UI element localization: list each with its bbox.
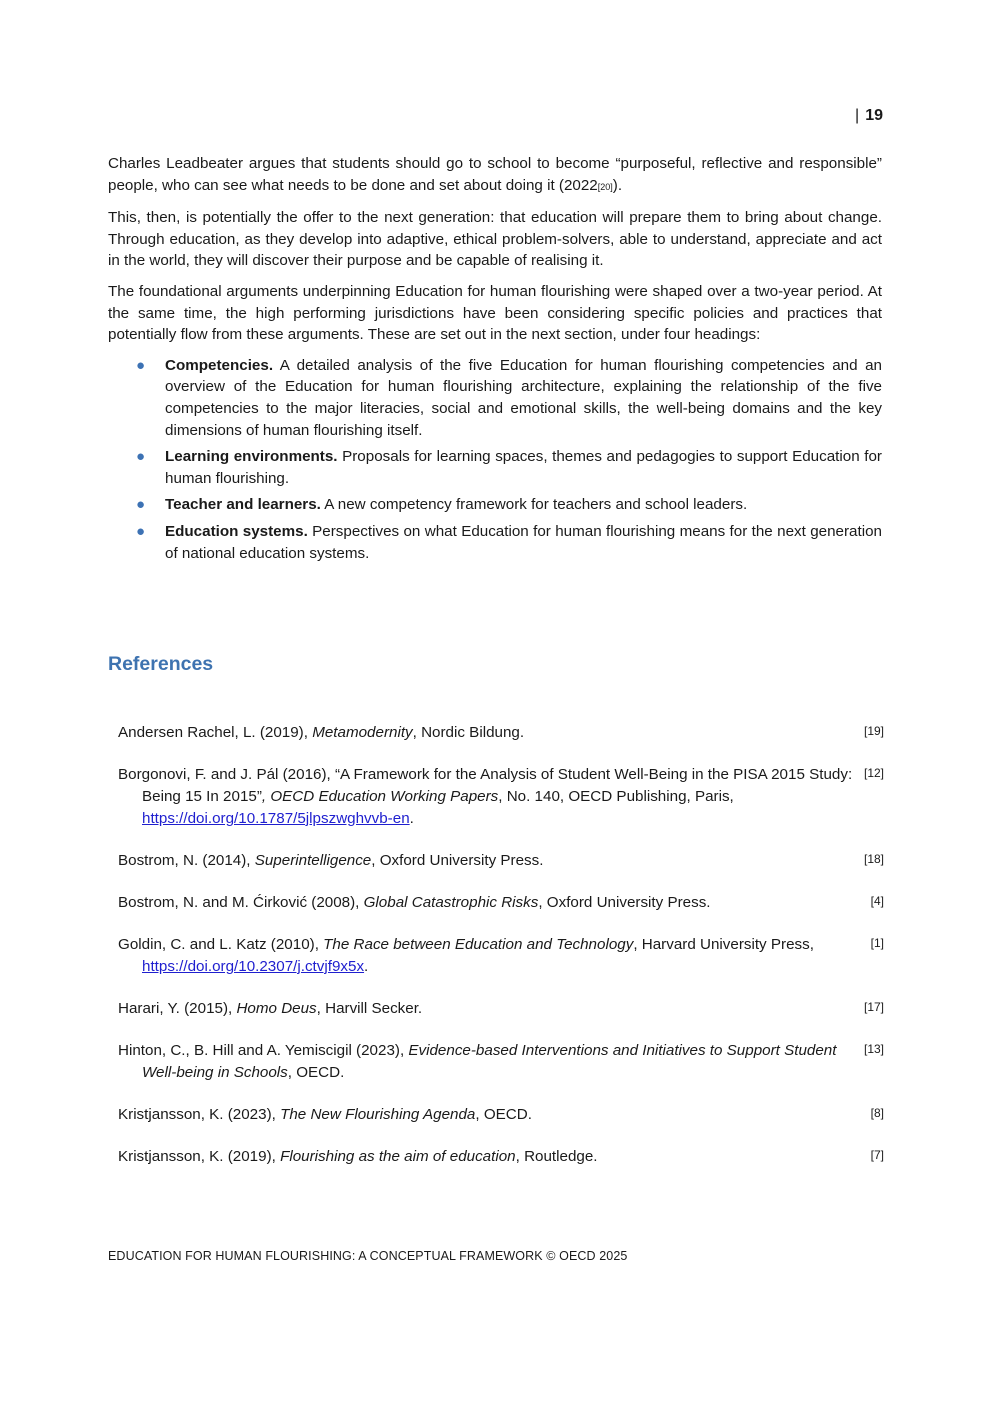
paragraph-1-text: Charles Leadbeater argues that students should go to school to become “purposeful, reflective and responsible” people, who can see what needs to be done and set about doing it (2022 [108, 155, 882, 194]
headings-list [108, 355, 882, 564]
paragraph-3: The foundational arguments underpinning Education for human flourishing were shaped over a two-year period. At the same time, the high performing jurisdictions have been considering specific policies and practices that potentially flow from these arguments. These are set out in the next section, under four headings: [108, 282, 882, 344]
list-item-title: Learning environments. [165, 448, 338, 466]
reference-number: [8] [870, 1106, 884, 1120]
reference-number: [19] [863, 724, 884, 738]
reference-item [118, 998, 884, 1020]
reference-authors: Bostrom, N. (2014), [118, 852, 255, 869]
reference-number: [17] [863, 1000, 884, 1014]
reference-authors: Harari, Y. (2015), [118, 1000, 237, 1017]
reference-publisher: , Harvard University Press, [633, 936, 814, 953]
references-list [118, 722, 884, 1188]
list-item [136, 494, 882, 516]
reference-text [118, 998, 858, 1020]
reference-text [118, 934, 858, 978]
reference-title: , OECD Education Working Papers [261, 788, 499, 805]
body-text [108, 153, 882, 569]
reference-text [118, 850, 858, 872]
citation-20[interactable]: [20] [597, 181, 613, 192]
list-item-title: Competencies. [165, 356, 274, 374]
list-item [136, 521, 882, 564]
bullet-icon: ● [136, 448, 146, 466]
list-item-text: A detailed analysis of the five Education for human flourishing competencies and an overview of the Education for human flourishing architecture, explaining the relationship of the five competencies to the major literacies, social and emotional skills, the well-being domains and the key dimensions of human flourishing itself. [165, 356, 882, 439]
reference-text [118, 892, 858, 914]
list-item [136, 355, 882, 441]
reference-title: Metamodernity [312, 724, 413, 741]
reference-number: [1] [870, 936, 884, 950]
reference-title: Global Catastrophic Risks [363, 894, 539, 911]
doi-link[interactable]: https://doi.org/10.2307/j.ctvjf9x5x [142, 958, 365, 975]
reference-number: [12] [863, 766, 884, 780]
reference-text [118, 1040, 858, 1084]
reference-authors: Andersen Rachel, L. (2019), [118, 724, 313, 741]
reference-text [118, 764, 858, 830]
list-item-title: Education systems. [165, 522, 308, 540]
reference-publisher: , Oxford University Press. [371, 852, 544, 869]
reference-item [118, 850, 884, 872]
list-item-text: A new competency framework for teachers and school leaders. [320, 496, 748, 514]
doi-link[interactable]: https://doi.org/10.1787/5jlpszwghvvb-en [142, 810, 410, 827]
reference-authors: Hinton, C., B. Hill and A. Yemiscigil (2023), [118, 1042, 409, 1059]
list-item-text: Perspectives on what Education for human flourishing means for the next generation of national education systems. [165, 522, 882, 562]
paragraph-1-end: ). [612, 176, 623, 194]
reference-item [118, 1040, 884, 1084]
reference-text [118, 722, 858, 744]
reference-authors: Goldin, C. and L. Katz (2010), [118, 936, 324, 953]
reference-item [118, 1104, 884, 1126]
reference-number: [13] [863, 1042, 884, 1056]
reference-authors: Bostrom, N. and M. Ćirković (2008), [118, 894, 364, 911]
reference-number: [4] [870, 894, 884, 908]
page-number: 19 [865, 107, 883, 124]
reference-title: The New Flourishing Agenda [280, 1106, 476, 1123]
reference-item [118, 934, 884, 978]
reference-authors: Kristjansson, K. (2019), [118, 1148, 281, 1165]
bullet-icon: ● [136, 522, 146, 540]
reference-publisher: , No. 140, OECD Publishing, Paris, [498, 788, 734, 805]
reference-number: [7] [870, 1148, 884, 1162]
reference-publisher: , OECD. [475, 1106, 532, 1123]
reference-publisher: , Nordic Bildung. [412, 724, 525, 741]
reference-item [118, 892, 884, 914]
reference-item [118, 1146, 884, 1168]
paragraph-1 [108, 153, 882, 198]
reference-end: . [364, 958, 369, 975]
reference-title: Superintelligence [254, 852, 372, 869]
reference-authors: Kristjansson, K. (2023), [118, 1106, 281, 1123]
reference-item [118, 722, 884, 744]
header-separator: | [855, 107, 860, 124]
reference-text [118, 1104, 858, 1126]
page-header [855, 106, 883, 126]
reference-authors: Borgonovi, F. and J. Pál (2016), “A Framework for the Analysis of Student Well-Being in the PISA 2015 Study: Being 15 In 2015” [118, 766, 853, 805]
reference-text [118, 1146, 858, 1168]
reference-publisher: , Harvill Secker. [316, 1000, 423, 1017]
reference-publisher: , Oxford University Press. [538, 894, 711, 911]
reference-title: Homo Deus [236, 1000, 317, 1017]
reference-publisher: , Routledge. [515, 1148, 598, 1165]
bullet-icon: ● [136, 356, 146, 374]
list-item-title: Teacher and learners. [165, 496, 321, 514]
reference-end: . [409, 810, 414, 827]
reference-title: Flourishing as the aim of education [280, 1148, 516, 1165]
references-heading: References [108, 653, 214, 675]
page-footer: EDUCATION FOR HUMAN FLOURISHING: A CONCEPTUAL FRAMEWORK © OECD 2025 [108, 1249, 628, 1263]
reference-title: The Race between Education and Technology [323, 936, 634, 953]
reference-item [118, 764, 884, 830]
reference-publisher: , OECD. [287, 1064, 345, 1081]
list-item [136, 446, 882, 489]
paragraph-2: This, then, is potentially the offer to the next generation: that education will prepare them to bring about change. Through education, as they develop into adaptive, ethical problem-solvers, able to understand, appreciate and act in the world, they will discover their purpose and be capable of realising it. [108, 209, 882, 270]
reference-title: Evidence-based Interventions and Initiatives to Support Student Well-being in Schools [142, 1042, 837, 1081]
reference-number: [18] [863, 852, 884, 866]
bullet-icon: ● [136, 496, 146, 514]
list-item-text: Proposals for learning spaces, themes and pedagogies to support Education for human flourishing. [165, 448, 882, 487]
